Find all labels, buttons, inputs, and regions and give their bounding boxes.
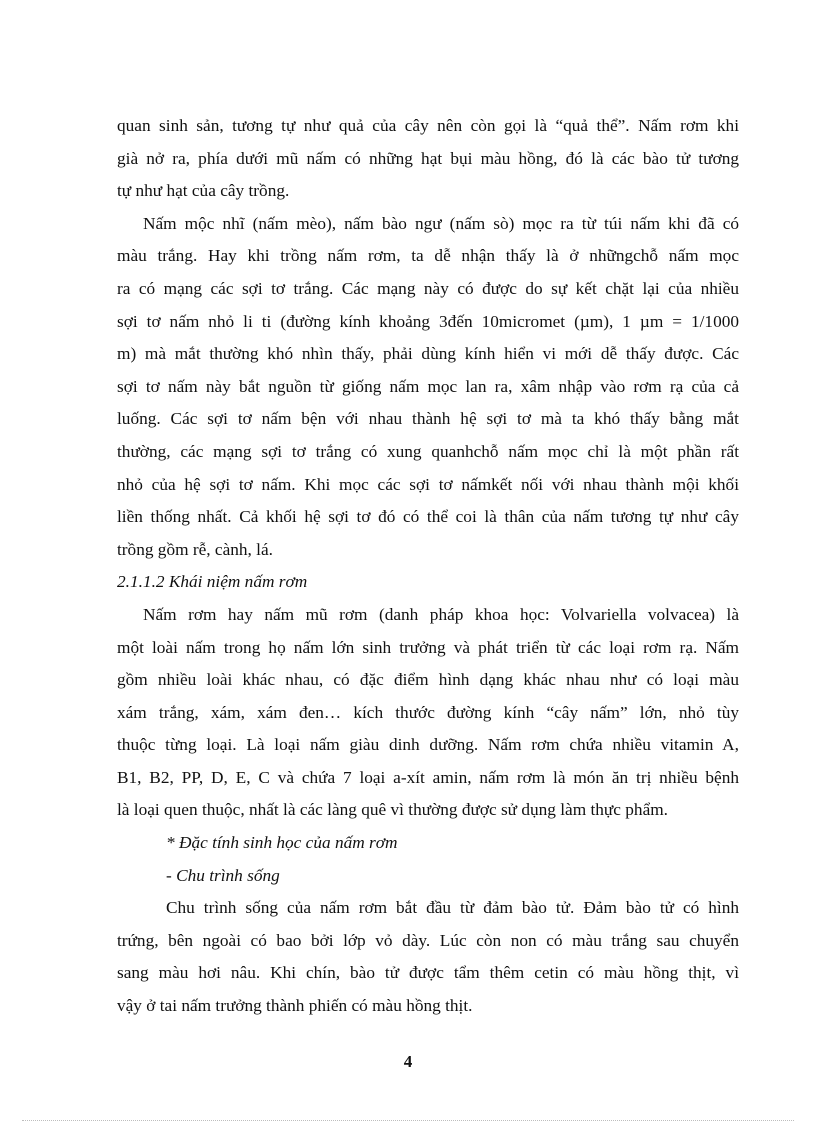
text-line: Chu trình sống của nấm rơm bắt đầu từ đảm bào tử. Đảm bào tử có hình: [166, 898, 739, 918]
text-line: B1, B2, PP, D, E, C và chứa 7 loại a-xít amin, nấm rơm là món ăn trị nhiều bệnh: [117, 767, 739, 787]
text-line: màu trắng. Hay khi trồng nấm rơm, ta dễ nhận thấy là ở nhữngchỗ nấm mọc: [117, 246, 739, 266]
text-line: thuộc từng loại. Là loại nấm giàu dinh dưỡng. Nấm rơm chứa nhiều vitamin A,: [117, 735, 739, 755]
text-line: Nấm mộc nhĩ (nấm mèo), nấm bào ngư (nấm sò) mọc ra từ túi nấm khi đã có: [143, 213, 739, 233]
text-line: là loại quen thuộc, nhất là các làng quê vì thường được sử dụng làm thực phẩm.: [117, 800, 669, 820]
text-line: tự như hạt của cây trồng.: [117, 181, 290, 201]
text-line: xám trắng, xám, xám đen… kích thước đường kính “cây nấm” lớn, nhỏ tùy: [117, 702, 739, 722]
text-line: Nấm rơm hay nấm mũ rơm (danh pháp khoa học: Volvariella volvacea) là: [143, 604, 739, 624]
subheading-life-cycle: - Chu trình sống: [166, 865, 280, 885]
text-line: trứng, bên ngoài có bao bởi lớp vỏ dày. Lúc còn non có màu trắng sau chuyển: [117, 930, 739, 950]
text-line: thường, các mạng sợi tơ trắng có xung quanhchỗ nấm mọc chỉ là một phần rất: [117, 441, 739, 461]
subheading-biology: * Đặc tính sinh học của nấm rơm: [166, 833, 398, 853]
text-line: một loài nấm trong họ nấm lớn sinh trưởng và phát triển từ các loại rơm rạ. Nấm: [117, 637, 739, 657]
text-line: vậy ở tai nấm trưởng thành phiến có màu hồng thịt.: [117, 996, 473, 1016]
text-line: trồng gồm rễ, cành, lá.: [117, 539, 273, 559]
text-line: m) mà mắt thường khó nhìn thấy, phải dùng kính hiển vi mới dễ thấy được. Các: [117, 344, 739, 364]
page-bottom-divider: [22, 1120, 794, 1121]
body-text: [117, 110, 739, 1023]
section-heading: 2.1.1.2 Khái niệm nấm rơm: [117, 572, 308, 592]
text-line: liền thống nhất. Cả khối hệ sợi tơ đó có thể coi là thân của nấm tương tự như cây: [117, 507, 739, 527]
text-line: ra có mạng các sợi tơ trắng. Các mạng này có được do sự kết chặt lại của nhiều: [117, 278, 739, 298]
text-line: luống. Các sợi tơ nấm bện với nhau thành hệ sợi tơ mà ta khó thấy bằng mắt: [117, 409, 739, 429]
text-line: sợi tơ nấm nhỏ li ti (đường kính khoảng 3đến 10micromet (µm), 1 µm = 1/1000: [117, 311, 739, 331]
text-line: sang màu hơi nâu. Khi chín, bào tử được tẩm thêm cetin có màu hồng thịt, vì: [117, 963, 739, 983]
page-number: 4: [403, 1052, 413, 1071]
text-line: già nở ra, phía dưới mũ nấm có những hạt bụi màu hồng, đó là các bào tử tương: [117, 148, 739, 168]
text-line: nhỏ của hệ sợi tơ nấm. Khi mọc các sợi tơ nấmkết nối với nhau thành mội khối: [117, 474, 739, 494]
text-line: quan sinh sản, tương tự như quả của cây nên còn gọi là “quả thể”. Nấm rơm khi: [117, 116, 739, 135]
text-line: gồm nhiều loài khác nhau, có đặc điểm hình dạng khác nhau như có loại màu: [117, 670, 739, 690]
text-line: sợi tơ nấm này bắt nguồn từ giống nấm mọc lan ra, xâm nhập vào rơm rạ của cả: [117, 376, 739, 396]
